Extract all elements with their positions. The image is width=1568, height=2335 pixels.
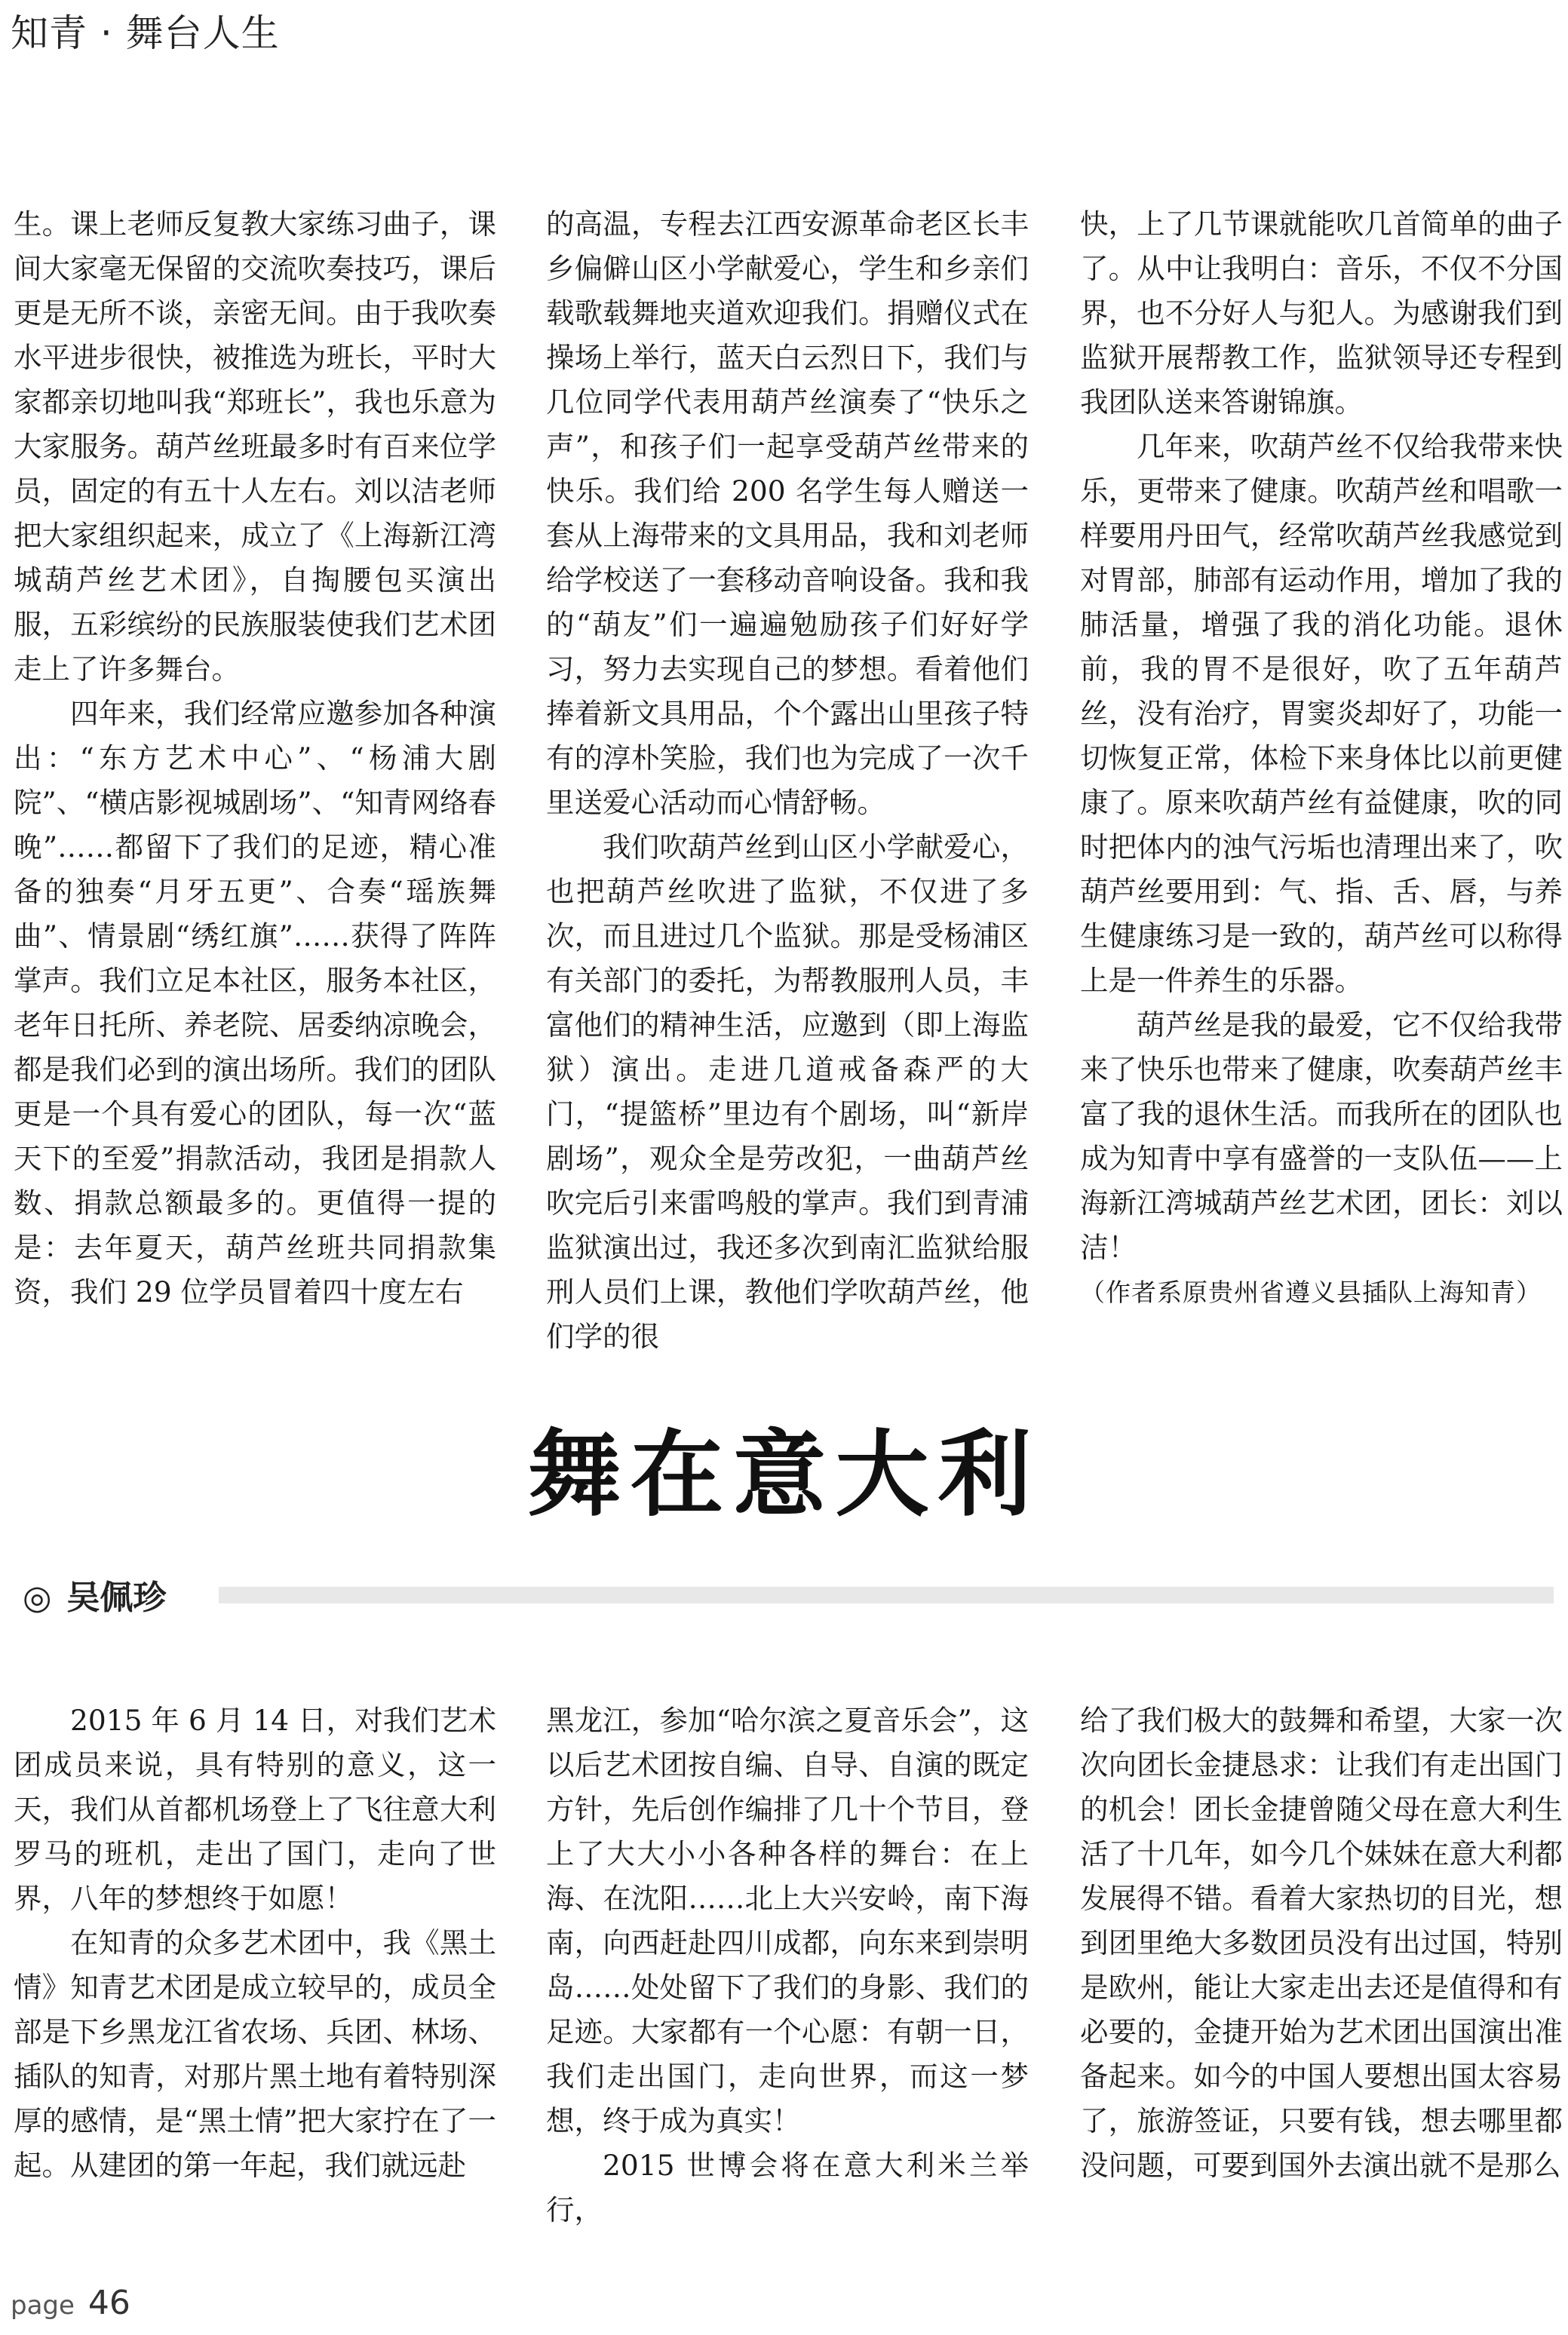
paragraph: 我们吹葫芦丝到山区小学献爱心，也把葫芦丝吹进了监狱，不仅进了多次，而且进过几个监狱。那是受杨浦区有关部门的委托，为帮教服刑人员，丰富他们的精神生活，应邀到（即上海监狱）演出。走进几道戒备森严的大门，“提篮桥”里边有个剧场，叫“新岸剧场”，观众全是劳改犯，一曲葫芦丝吹完后引来雷鸣般的掌声。我们到青浦监狱演出过，我还多次到南汇监狱给服刑人员们上课，教他们学吹葫芦丝，他们学的很	[546, 830, 1029, 1353]
article2-column-3	[1080, 1698, 1563, 2188]
article1-column-1	[14, 202, 496, 1315]
article1-column-3	[1080, 202, 1563, 1315]
author-note: （作者系原贵州省遵义县插队上海知青）	[1080, 1278, 1542, 1307]
paragraph: 几年来，吹葫芦丝不仅给我带来快乐，更带来了健康。吹葫芦丝和唱歌一样要用丹田气，经常吹葫芦丝我感觉到对胃部，肺部有运动作用，增加了我的肺活量，增强了我的消化功能。退休前，我的胃不是很好，吹了五年葫芦丝，没有治疗，胃窦炎却好了，功能一切恢复正常，体检下来身体比以前更健康了。原来吹葫芦丝有益健康，吹的同时把体内的浊气污垢也清理出来了，吹葫芦丝要用到：气、指、舌、唇，与养生健康练习是一致的，葫芦丝可以称得上是一件养生的乐器。	[1080, 430, 1563, 997]
author-marker-icon: ◎	[23, 1579, 52, 1617]
author-byline	[23, 1570, 166, 1619]
page-label: page	[11, 2291, 75, 2321]
author-name: 吴佩珍	[66, 1579, 167, 1617]
page-number: 46	[87, 2284, 130, 2322]
paragraph: 四年来，我们经常应邀参加各种演出：“东方艺术中心”、“杨浦大剧院”、“横店影视城剧场”、“知青网络春晚”……都留下了我们的足迹，精心准备的独奏“月牙五更”、合奏“瑶族舞曲”、情景剧“绣红旗”……获得了阵阵掌声。我们立足本社区，服务本社区，老年日托所、养老院、居委纳凉晚会，都是我们必到的演出场所。我们的团队更是一个具有爱心的团队，每一次“蓝天下的至爱”捐款活动，我团是捐款人数、捐款总额最多的。更值得一提的是：去年夏天，葫芦丝班共同捐款集资，我们 29 位学员冒着四十度左右	[14, 697, 496, 1309]
paragraph: 给了我们极大的鼓舞和希望，大家一次次向团长金捷恳求：让我们有走出国门的机会！团长金捷曾随父母在意大利生活了十几年，如今几个妹妹在意大利都发展得不错。看着大家热切的目光，想到团里绝大多数团员没有出过国，特别是欧州，能让大家走出去还是值得和有必要的，金捷开始为艺术团出国演出准备起来。如今的中国人要想出国太容易了，旅游签证，只要有钱，想去哪里都没问题，可要到国外去演出就不是那么	[1080, 1704, 1563, 2182]
paragraph: 生。课上老师反复教大家练习曲子，课间大家毫无保留的交流吹奏技巧，课后更是无所不谈，亲密无间。由于我吹奏水平进步很快，被推选为班长，平时大家都亲切地叫我“郑班长”，我也乐意为大家服务。葫芦丝班最多时有百来位学员，固定的有五十人左右。刘以洁老师把大家组织起来，成立了《上海新江湾城葫芦丝艺术团》，自掏腰包买演出服，五彩缤纷的民族服装使我们艺术团走上了许多舞台。	[14, 207, 496, 686]
article2-column-2	[546, 1698, 1029, 2232]
article2-column-1	[14, 1698, 496, 2188]
page-footer	[11, 2284, 130, 2322]
paragraph: 黑龙江，参加“哈尔滨之夏音乐会”，这以后艺术团按自编、自导、自演的既定方针，先后创作编排了几十个节目，登上了大大小小各种各样的舞台：在上海、在沈阳……北上大兴安岭，南下海南，向西赶赴四川成都，向东来到崇明岛……处处留下了我们的身影、我们的足迹。大家都有一个心愿：有朝一日，我们走出国门，走向世界，而这一梦想，终于成为真实！	[546, 1704, 1029, 2137]
article1-column-2	[546, 202, 1029, 1359]
author-divider	[219, 1587, 1554, 1603]
article2-title: 舞在意大利	[527, 1421, 1041, 1530]
paragraph: 的高温，专程去江西安源革命老区长丰乡偏僻山区小学献爱心，学生和乡亲们载歌载舞地夹道欢迎我们。捐赠仪式在操场上举行，蓝天白云烈日下，我们与几位同学代表用葫芦丝演奏了“快乐之声”，和孩子们一起享受葫芦丝带来的快乐。我们给 200 名学生每人赠送一套从上海带来的文具用品，我和刘老师给学校送了一套移动音响设备。我和我的“葫友”们一遍遍勉励孩子们好好学习，努力去实现自己的梦想。看着他们捧着新文具用品，个个露出山里孩子特有的淳朴笑脸，我们也为完成了一次千里送爱心活动而心情舒畅。	[546, 207, 1029, 819]
paragraph: 在知青的众多艺术团中，我《黑土情》知青艺术团是成立较早的，成员全部是下乡黑龙江省农场、兵团、林场、插队的知青，对那片黑土地有着特别深厚的感情，是“黑土情”把大家拧在了一起。从建团的第一年起，我们就远赴	[14, 1926, 496, 2182]
paragraph: 2015 年 6 月 14 日，对我们艺术团成员来说，具有特别的意义，这一天，我们从首都机场登上了飞往意大利罗马的班机，走出了国门，走向了世界，八年的梦想终于如愿！	[14, 1704, 496, 1915]
paragraph: 快，上了几节课就能吹几首简单的曲子了。从中让我明白：音乐，不仅不分国界，也不分好人与犯人。为感谢我们到监狱开展帮教工作，监狱领导还专程到我团队送来答谢锦旗。	[1080, 207, 1563, 419]
paragraph: 葫芦丝是我的最爱，它不仅给我带来了快乐也带来了健康，吹奏葫芦丝丰富了我的退休生活。而我所在的团队也成为知青中享有盛誉的一支队伍——上海新江湾城葫芦丝艺术团，团长：刘以洁！	[1080, 1008, 1563, 1264]
section-header: 知青 · 舞台人生	[11, 11, 280, 55]
paragraph: 2015 世博会将在意大利米兰举行，	[546, 2149, 1029, 2226]
